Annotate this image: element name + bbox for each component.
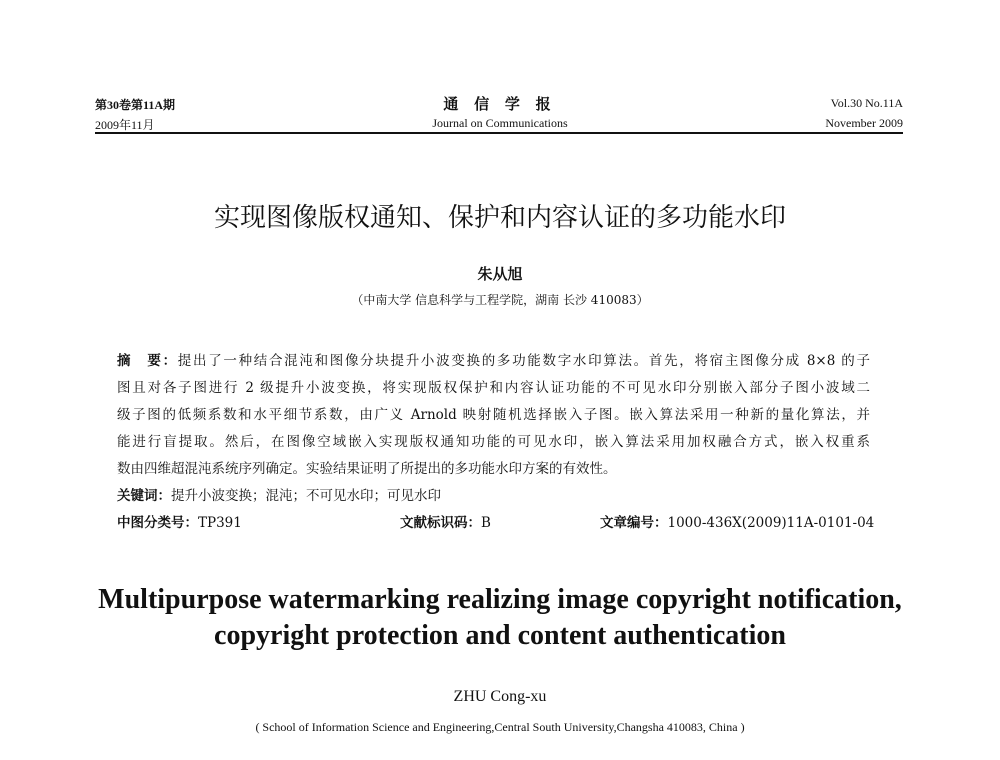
abstract-line: 级子图的低频系数和水平细节系数，由广义 Arnold 映射随机选择嵌入子图。嵌入算法采用一种新的量化算法，并 — [117, 407, 870, 423]
title-en-line: copyright protection and content authentication — [214, 620, 786, 651]
document-code: 文献标识码：B — [400, 515, 491, 531]
volume-issue-en: Vol.30 No.11A — [830, 96, 903, 110]
affiliation-en: ( School of Information Science and Engineering,Central South University,Changsha 410083, China ) — [255, 720, 745, 734]
abstract-label: 摘 要： — [117, 353, 178, 369]
affiliation-cn: （中南大学 信息科学与工程学院，湖南 长沙 410083） — [351, 293, 649, 307]
journal-name-en: Journal on Communications — [432, 116, 568, 130]
abstract-line: 数由四维超混沌系统序列确定。实验结果证明了所提出的多功能水印方案的有效性。 — [117, 461, 617, 477]
abstract-line: 图且对各子图进行 2 级提升小波变换，将实现版权保护和内容认证功能的不可见水印分别嵌入部分子图小波域二 — [117, 380, 870, 396]
title-cn: 实现图像版权通知、保护和内容认证的多功能水印 — [213, 203, 786, 233]
date-cn: 2009年11月 — [95, 118, 155, 132]
date-en: November 2009 — [825, 116, 903, 130]
journal-name-cn: 通 信 学 报 — [443, 97, 557, 113]
title-en-line: Multipurpose watermarking realizing image copyright notification, — [98, 584, 902, 615]
classification-number: 中图分类号：TP391 — [117, 515, 242, 531]
article-number: 文章编号：1000-436X(2009)11A-0101-04 — [600, 515, 875, 531]
author-en: ZHU Cong-xu — [453, 688, 547, 705]
keywords: 关键词：提升小波变换；混沌；不可见水印；可见水印 — [117, 488, 441, 504]
volume-issue-cn: 第30卷第11A期 — [95, 98, 176, 112]
header-rule — [95, 132, 903, 134]
abstract-line: 摘 要：提出了一种结合混沌和图像分块提升小波变换的多功能数字水印算法。首先，将宿主图像分成 8×8 的子 — [117, 353, 871, 369]
author-cn: 朱从旭 — [477, 265, 523, 283]
abstract-line: 能进行盲提取。然后，在图像空域嵌入实现版权通知功能的可见水印，嵌入算法采用加权融合方式，嵌入权重系 — [117, 434, 870, 450]
